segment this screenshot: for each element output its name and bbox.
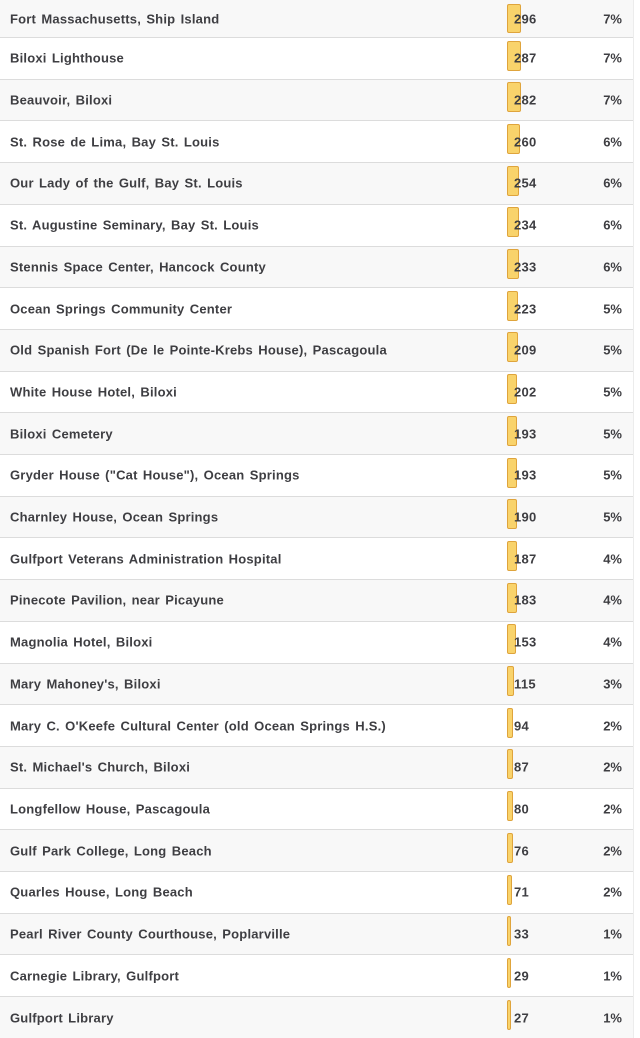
percent-label: 6% [603,259,622,275]
option-label: Fort Massachusetts, Ship Island [10,11,220,26]
percent-label: 2% [603,843,622,859]
poll-result-row [0,871,633,913]
vote-count: 223 [514,301,537,317]
percent-label: 4% [603,551,622,567]
option-label: St. Michael's Church, Biloxi [10,759,191,775]
poll-result-row [0,37,633,79]
poll-result-row [0,788,633,830]
vote-bar [507,666,514,696]
option-label: Biloxi Cemetery [10,426,113,442]
poll-result-row [0,412,633,454]
vote-count: 183 [514,592,537,608]
vote-count: 287 [514,50,537,66]
option-label: Mary Mahoney's, Biloxi [10,676,161,692]
vote-bar [507,791,513,821]
percent-label: 6% [603,134,622,150]
vote-count: 190 [514,509,537,525]
poll-result-row [0,79,633,121]
vote-bar [507,1000,511,1030]
vote-count: 76 [514,843,530,859]
vote-bar [507,833,513,863]
vote-count: 254 [514,175,537,191]
option-label: Ocean Springs Community Center [10,301,233,317]
percent-label: 5% [603,467,622,483]
option-label: Quarles House, Long Beach [10,884,193,900]
percent-label: 6% [603,175,622,191]
option-label: Charnley House, Ocean Springs [10,509,219,525]
vote-count: 187 [514,551,537,567]
poll-result-row [0,954,633,996]
vote-count: 29 [514,968,530,984]
option-label: Longfellow House, Pascagoula [10,801,211,817]
option-label: Pinecote Pavilion, near Picayune [10,592,224,608]
vote-count: 282 [514,92,537,108]
option-label: Magnolia Hotel, Biloxi [10,634,153,650]
poll-result-row [0,120,633,162]
poll-result-row [0,454,633,496]
vote-count: 27 [514,1010,530,1026]
vote-count: 234 [514,217,537,233]
percent-label: 2% [603,718,622,734]
option-label: Mary C. O'Keefe Cultural Center (old Ocean Springs H.S.) [10,718,386,734]
option-label: Gryder House ("Cat House"), Ocean Springs [10,467,300,483]
option-label: White House Hotel, Biloxi [10,384,177,400]
poll-result-row [0,287,633,329]
poll-result-row [0,162,633,204]
vote-count: 193 [514,426,537,442]
vote-count: 115 [514,676,536,692]
poll-result-row [0,0,633,37]
option-label: Biloxi Lighthouse [10,50,124,66]
percent-label: 5% [603,342,622,358]
vote-bar [507,875,512,905]
poll-result-row [0,746,633,788]
percent-label: 2% [603,884,622,900]
vote-count: 296 [514,11,537,26]
vote-count: 209 [514,342,537,358]
vote-bar [507,749,513,779]
option-label: St. Augustine Seminary, Bay St. Louis [10,217,259,233]
percent-label: 4% [603,592,622,608]
vote-count: 71 [514,884,530,900]
percent-label: 5% [603,426,622,442]
percent-label: 7% [603,11,622,26]
option-label: Carnegie Library, Gulfport [10,968,180,984]
vote-count: 33 [514,926,530,942]
option-label: Old Spanish Fort (De le Pointe-Krebs House), Pascagoula [10,342,387,358]
poll-result-row [0,663,633,705]
vote-count: 94 [514,718,530,734]
poll-result-row [0,621,633,663]
percent-label: 5% [603,301,622,317]
vote-count: 233 [514,259,537,275]
percent-label: 4% [603,634,622,650]
option-label: Our Lady of the Gulf, Bay St. Louis [10,175,243,191]
percent-label: 1% [603,1010,622,1026]
option-label: Beauvoir, Biloxi [10,92,113,108]
vote-bar [507,916,511,946]
percent-label: 5% [603,509,622,525]
vote-bar [507,708,513,738]
vote-count: 202 [514,384,537,400]
poll-result-row [0,579,633,621]
poll-result-row [0,829,633,871]
poll-result-row [0,913,633,955]
option-label: Gulf Park College, Long Beach [10,843,212,859]
option-label: Gulfport Veterans Administration Hospital [10,551,282,567]
percent-label: 5% [603,384,622,400]
vote-count: 153 [514,634,537,650]
percent-label: 1% [603,968,622,984]
option-label: Stennis Space Center, Hancock County [10,259,266,275]
vote-bar [507,958,511,988]
vote-count: 193 [514,467,537,483]
poll-result-row [0,371,633,413]
option-label: Pearl River County Courthouse, Poplarville [10,926,291,942]
percent-label: 1% [603,926,622,942]
vote-count: 87 [514,759,530,775]
poll-result-row [0,704,633,746]
poll-result-row [0,246,633,288]
vote-count: 260 [514,134,537,150]
percent-label: 2% [603,801,622,817]
poll-result-row [0,996,633,1038]
poll-result-row [0,496,633,538]
option-label: St. Rose de Lima, Bay St. Louis [10,134,220,150]
option-label: Gulfport Library [10,1010,114,1026]
poll-result-row [0,537,633,579]
percent-label: 7% [603,50,622,66]
percent-label: 3% [603,676,622,692]
percent-label: 6% [603,217,622,233]
poll-result-row [0,329,633,371]
vote-count: 80 [514,801,530,817]
percent-label: 2% [603,759,622,775]
poll-result-row [0,204,633,246]
percent-label: 7% [603,92,622,108]
